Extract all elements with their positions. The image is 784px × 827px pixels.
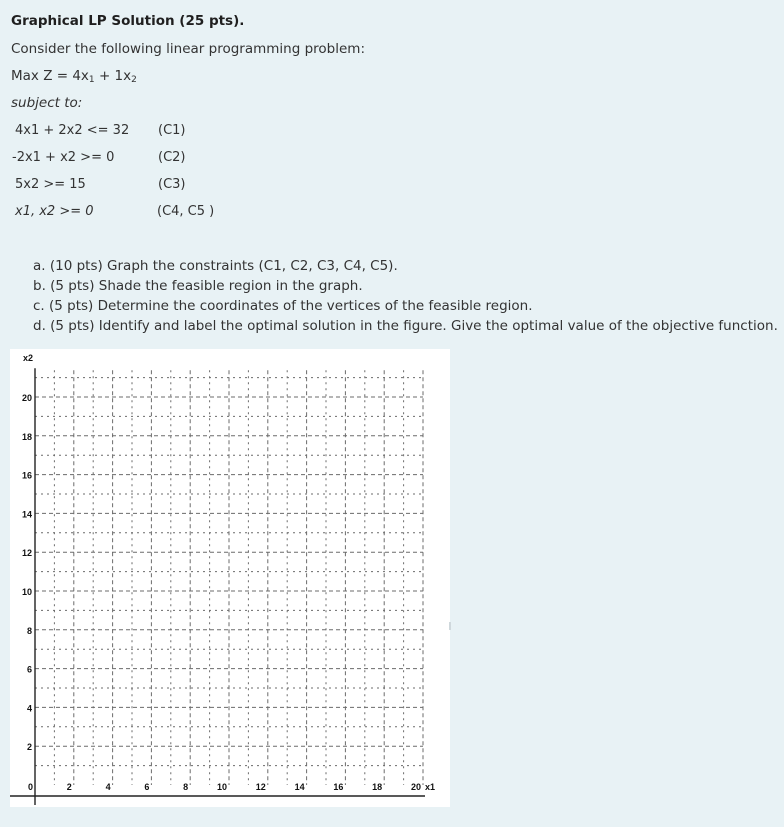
task-d: d. (5 pts) Identify and label the optimal solution in the figure. Give the optimal value of the objective function. <box>33 318 778 334</box>
constraint-c4-c5-label: (C4, C5 ) <box>157 204 215 219</box>
objective-function <box>11 68 137 85</box>
y-tick-label: 12 <box>21 548 32 559</box>
constraint-c3-expr: 5x2 >= 15 <box>15 177 86 192</box>
x-axis-label: x1 <box>425 782 436 792</box>
x-tick-label: 14 <box>294 782 305 792</box>
y-axis-label: x2 <box>22 353 33 363</box>
x-tick-label: 8 <box>183 782 189 792</box>
y-tick-label: 6 <box>26 664 32 675</box>
constraint-c2-expr: -2x1 + x2 >= 0 <box>12 150 115 165</box>
x-tick-label: 10 <box>216 782 227 792</box>
question-title: Graphical LP Solution (25 pts). <box>11 13 245 29</box>
objective-prefix: Max Z = 4x <box>11 68 89 84</box>
x-tick-label: 2 <box>66 782 72 792</box>
x-tick-label: 12 <box>255 782 266 792</box>
task-a: a. (10 pts) Graph the constraints (C1, C2, C3, C4, C5). <box>33 258 398 274</box>
objective-sub-2: 2 <box>131 75 137 85</box>
constraint-c3-label: (C3) <box>158 177 186 192</box>
task-b: b. (5 pts) Shade the feasible region in the graph. <box>33 278 363 294</box>
intro-text: Consider the following linear programming problem: <box>11 41 365 57</box>
x-tick-label: 0 <box>27 782 33 792</box>
graph-panel[interactable] <box>10 349 450 807</box>
constraint-c2-label: (C2) <box>158 150 186 165</box>
task-c: c. (5 pts) Determine the coordinates of the vertices of the feasible region. <box>33 298 533 314</box>
y-tick-label: 8 <box>26 625 32 636</box>
x-tick-label: 16 <box>333 782 344 792</box>
x-tick-label: 4 <box>105 782 111 792</box>
y-tick-label: 18 <box>21 431 32 442</box>
objective-sub-1: 1 <box>88 75 95 85</box>
constraint-c4-c5-expr: x1, x2 >= 0 <box>15 204 94 219</box>
constraint-c1-label: (C1) <box>158 123 186 138</box>
subject-to: subject to: <box>11 95 83 111</box>
y-tick-label: 20 <box>21 393 32 403</box>
x-tick-label: 6 <box>144 782 150 792</box>
constraint-c1-expr: 4x1 + 2x2 <= 32 <box>15 123 130 138</box>
y-tick-label: 4 <box>26 703 32 714</box>
objective-mid: + 1x <box>94 68 132 84</box>
y-tick-label: 16 <box>21 470 32 481</box>
y-tick-label: 10 <box>21 587 32 597</box>
y-tick-label: 2 <box>26 742 32 753</box>
x-tick-label: 18 <box>372 782 383 792</box>
y-tick-label: 14 <box>21 509 32 520</box>
x-tick-label: 20 <box>410 782 421 792</box>
resize-grip <box>449 622 451 630</box>
graph-grid[interactable] <box>10 349 450 807</box>
